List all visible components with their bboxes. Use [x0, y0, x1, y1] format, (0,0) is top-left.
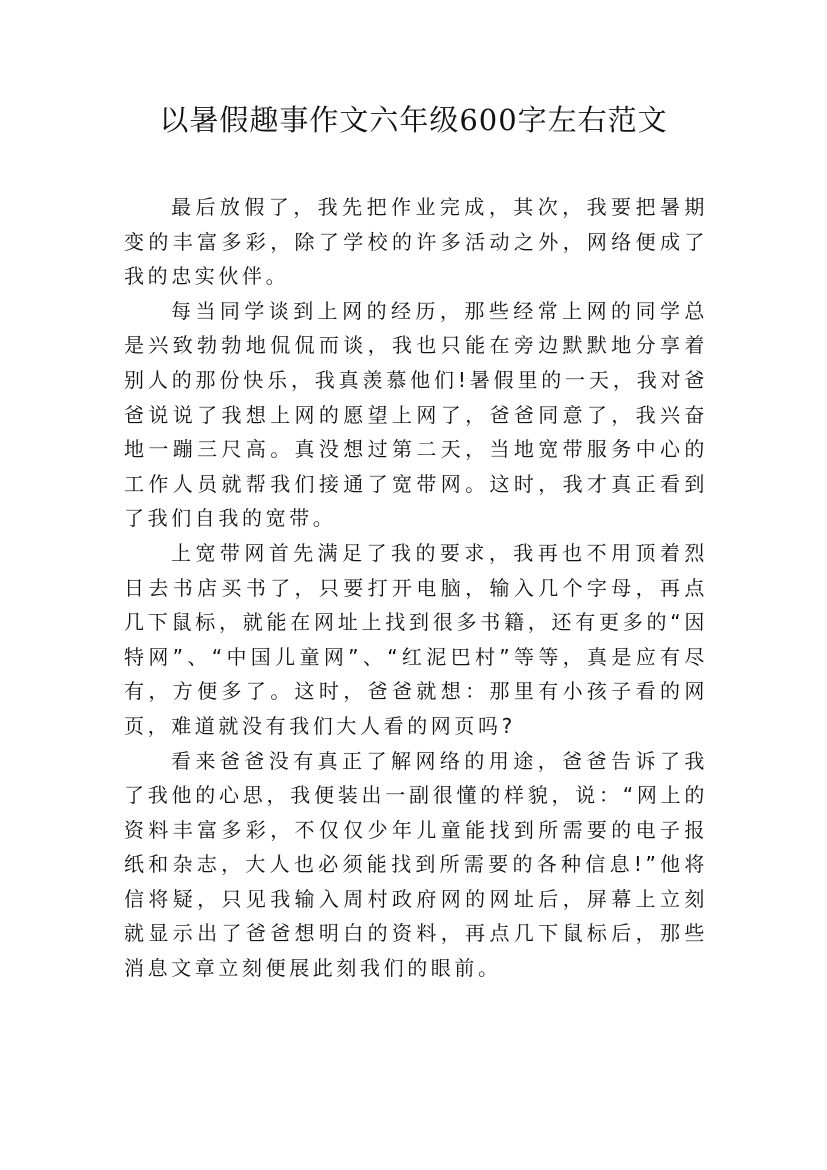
document-title: 以暑假趣事作文六年级600字左右范文 [159, 103, 668, 137]
paragraph: 上宽带网首先满足了我的要求，我再也不用顶着烈日去书店买书了，只要打开电脑，输入几个字母，再点几下鼠标，就能在网址上找到很多书籍，还有更多的“因特网”、“中国儿童网”、“红泥巴村”等等，真是应有尽有，方便多了。这时，爸爸就想：那里有小孩子看的网页，难道就没有我们大人看的网页吗? [124, 540, 708, 738]
paragraph: 最后放假了，我先把作业完成，其次，我要把暑期变的丰富多彩，除了学校的许多活动之外，网络便成了我的忠实伙伴。 [124, 195, 708, 289]
document-body [124, 190, 708, 986]
paragraph: 每当同学谈到上网的经历，那些经常上网的同学总是兴致勃勃地侃侃而谈，我也只能在旁边默默地分享着别人的那份快乐，我真羡慕他们!暑假里的一天，我对爸爸说说了我想上网的愿望上网了，爸爸同意了，我兴奋地一蹦三尺高。真没想过第二天，当地宽带服务中心的工作人员就帮我们接通了宽带网。这时，我才真正看到了我们自我的宽带。 [124, 298, 708, 531]
paragraph: 看来爸爸没有真正了解网络的用途，爸爸告诉了我了我他的心思，我便装出一副很懂的样貌，说：“网上的资料丰富多彩，不仅仅少年儿童能找到所需要的电子报纸和杂志，大人也必须能找到所需要的各种信息!”他将信将疑，只见我输入周村政府网的网址后，屏幕上立刻就显示出了爸爸想明白的资料，再点几下鼠标后，那些消息文章立刻便展此刻我们的眼前。 [124, 748, 708, 981]
